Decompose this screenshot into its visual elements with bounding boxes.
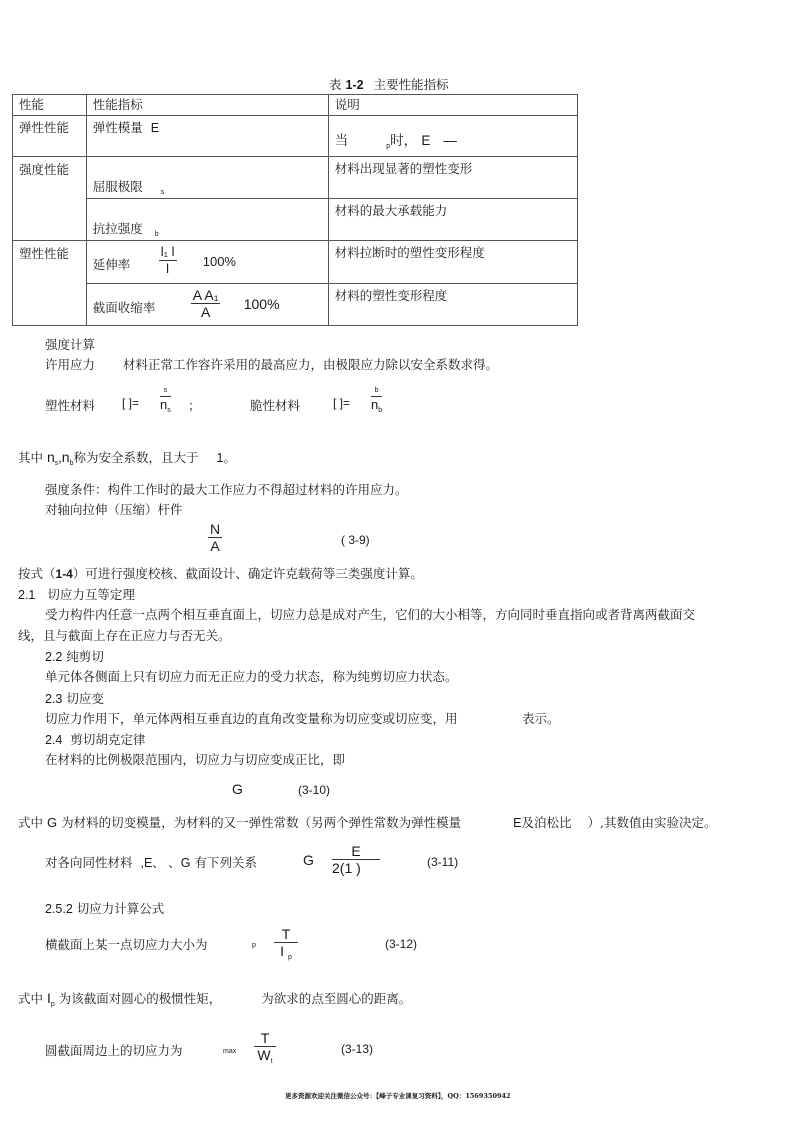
category-cell: 强度性能 [13,157,87,241]
eq-3-11-label: (3-11) [427,855,459,869]
eq-3-10-expr: G [232,781,243,797]
category-cell: 塑性性能 [13,241,87,326]
eq-3-9-label: ( 3-9) [341,533,370,547]
header-cell: 性能 [13,95,87,116]
table-row [13,199,578,241]
brittle-bracket: [ ]= [333,396,351,410]
eq-3-12-fraction: $\frac{T}{I _p}$ [274,926,298,966]
section-2-3-text-end: 表示。 [522,711,560,726]
indicator-cell: 抗拉强度 $_b$ [86,199,328,241]
page-footer: 更多资源欢迎关注微信公众号：【峰子专业课复习资料】，QQ：1569350942 [285,1092,511,1100]
strength-condition: 强度条件：构件工作时的最大工作应力不得超过材料的许用应力。 [45,482,408,497]
ductile-allowable-fraction: s $n_s$ [160,387,171,414]
table-row [13,284,578,326]
formula-reference-line: 按式（1-4）可进行强度校核、截面设计、确定许克载荷等三类强度计算。 [18,566,423,581]
ductile-material-label: 塑性材料 [45,398,96,413]
point-shear-stress-text: 横截面上某一点切应力大小为 [45,937,208,952]
table-row [13,241,578,284]
section-2-3-text: 切应力作用下，单元体两相互垂直边的直角改变量称为切应变或切应变，用 [45,711,458,726]
table-header-row [13,95,578,116]
indicator-cell: 截面收缩率 $\frac{\text{A A₁}}{A}$ 100% [86,284,328,326]
area-reduction-fraction: $\frac{\text{A A₁}}{A}$ [192,287,219,320]
indicator-cell: 延伸率 $\frac{\text{l₁ l}}{l}$ 100% [86,241,328,284]
note-cell: 材料的塑性变形程度 [328,284,577,326]
eq-3-11-lhs: G [303,852,314,868]
performance-table [12,94,578,326]
section-2-4-heading: 2.4 剪切胡克定律 [45,732,146,747]
axial-member-text: 对轴向拉伸（压缩）杆件 [45,502,183,517]
polar-moment-text: 式中 $I_p$ 为该截面对圆心的极惯性矩， 为欲求的点至圆心的距离。 [18,990,412,1008]
section-2-1-text-cont: 线，且与截面上存在正应力与否无关。 [18,628,231,643]
table-title: 表 1-2 主要性能指标 [329,77,449,92]
shear-modulus-text: 式中 G 为材料的切变模量，为材料的又一弹性常数（另两个弹性常数为弹性模量 E及泊松比 ）,其数值由实验决定。 [18,815,717,830]
section-2-1-heading: 2.1 切应力互等定理 [18,587,135,602]
edge-shear-stress-text: 圆截面周边上的切应力为 [45,1043,183,1058]
section-2-2-heading: 2.2 纯剪切 [45,649,104,664]
table-row [13,116,578,157]
indicator-cell: 弹性模量 E [86,116,328,157]
note-cell: 当 $_p$时， E — [328,116,577,157]
brittle-material-label: 脆性材料 [250,398,301,413]
eq-3-9-fraction: $\frac{N}{A}$ [210,521,221,554]
eq-3-11-fraction: $\frac{E}{2(1 )}$ [332,843,380,876]
isotropic-relation-text: 对各向同性材料 ,E、 、G 有下列关系 [45,855,257,870]
eq-3-10-label: (3-10) [298,783,331,797]
note-cell: 材料出现显著的塑性变形 [328,157,577,199]
eq-3-13-label: (3-13) [341,1042,374,1056]
semicolon: ； [188,398,201,413]
section-2-1-text: 受力构件内任意一点两个相互垂直面上，切应力总是成对产生，它们的大小相等，方向同时垂直指向或者背离两截面交 [45,607,696,622]
safety-factor-line: 其中 $n_s,n_b$称为安全系数，且大于 1。 [18,449,236,467]
section-strength-calc: 强度计算 [45,337,96,352]
ductile-bracket: [ ]= [122,396,140,410]
eq-3-12-subscript: p [252,942,256,949]
header-cell: 说明 [328,95,577,116]
category-cell: 弹性性能 [13,116,87,157]
eq-3-13-subscript: max [223,1048,237,1055]
section-2-3-heading: 2.3 切应变 [45,691,104,706]
table-row [13,157,578,199]
note-cell: 材料的最大承载能力 [328,199,577,241]
elongation-fraction: $\frac{\text{l₁ l}}{l}$ [160,244,175,276]
section-2-5-2-heading: 2.5.2 切应力计算公式 [45,901,165,916]
brittle-allowable-fraction: b $n_b$ [371,387,383,414]
header-cell: 性能指标 [86,95,328,116]
note-cell: 材料拉断时的塑性变形程度 [328,241,577,284]
allowable-stress-text: 材料正常工作容许采用的最高应力，由极限应力除以安全系数求得。 [123,357,499,372]
eq-3-12-label: (3-12) [385,937,418,951]
indicator-cell: 屈服极限 $_s$ [86,157,328,199]
eq-3-13-fraction: $\frac{T}{W_t}$ [254,1030,276,1070]
section-2-4-text: 在材料的比例极限范围内，切应力与切应变成正比，即 [45,752,346,767]
section-2-2-text: 单元体各侧面上只有切应力而无正应力的受力状态，称为纯剪切应力状态。 [45,669,458,684]
allowable-stress-label: 许用应力 [45,357,96,372]
